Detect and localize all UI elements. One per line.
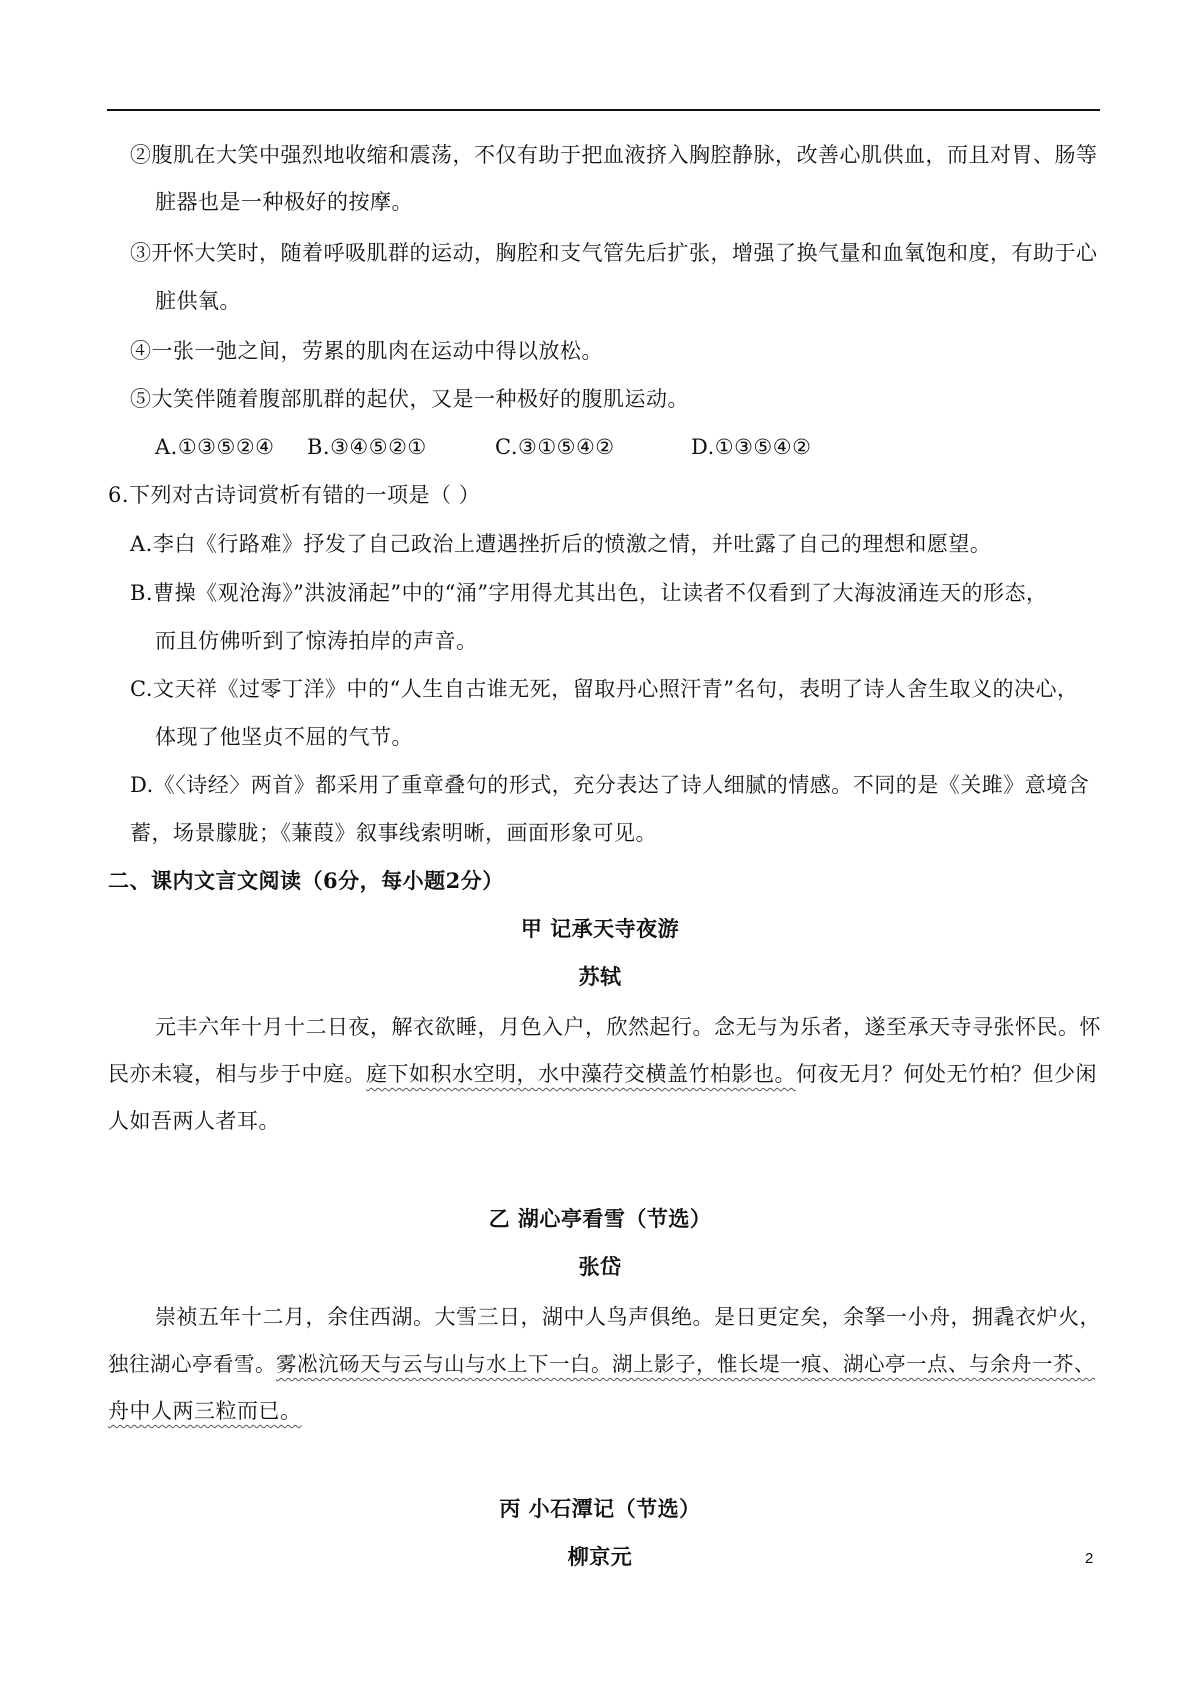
q5-options <box>155 432 811 462</box>
passage-bing-title: 丙 小石潭记（节选） <box>499 1496 701 1521</box>
page-number: 2 <box>1085 1550 1094 1567</box>
q6-option-d-cont: 蓄，场景朦胧；《蒹葭》叙事线索明晰，画面形象可见。 <box>130 821 657 845</box>
q5-item-2-cont: 脏器也是一种极好的按摩。 <box>155 190 413 214</box>
q6-option-b-cont: 而且仿佛听到了惊涛拍岸的声音。 <box>155 629 478 653</box>
q6-option-d: D.《〈诗经〉两首》都采用了重章叠句的形式，充分表达了诗人细腻的情感。不同的是《关雎》意境含 <box>130 773 1090 797</box>
passage-jia-title: 甲 记承天寺夜游 <box>520 916 680 941</box>
q5-item-3: ③开怀大笑时，随着呼吸肌群的运动，胸腔和支气管先后扩张，增强了换气量和血氧饱和度，有助于心 <box>130 241 1098 265</box>
passage-jia-line-1: 元丰六年十月十二日夜，解衣欲睡，月色入户，欣然起行。念无与为乐者，遂至承天寺寻张怀民。怀 <box>155 1015 1101 1039</box>
q5-item-4: ④一张一弛之间，劳累的肌肉在运动中得以放松。 <box>130 339 603 363</box>
q5-option-c: C.③①⑤④② <box>495 435 615 459</box>
passage-bing-author: 柳京元 <box>567 1544 633 1569</box>
q6-stem: 6.下列对古诗词赏析有错的一项是（ ） <box>108 483 481 507</box>
passage-yi-line-2: 独往湖心亭看雪。雾凇沆砀天与云与山与水上下一白。湖上影子，惟长堤一痕、湖心亭一点、与余舟一芥、 <box>108 1352 1095 1376</box>
q5-item-5: ⑤大笑伴随着腹部肌群的起伏，又是一种极好的腹肌运动。 <box>130 387 689 411</box>
header-rule <box>107 109 1100 111</box>
wavy-underlined-sentence: 舟中人两三粒而已。 <box>108 1399 302 1423</box>
q6-option-c-cont: 体现了他坚贞不屈的气节。 <box>155 725 413 749</box>
passage-jia-line-3: 人如吾两人者耳。 <box>108 1109 280 1133</box>
q5-option-d: D.①③⑤④② <box>691 435 812 459</box>
passage-yi-author: 张岱 <box>578 1254 622 1279</box>
q6-option-a: A.李白《行路难》抒发了自己政治上遭遇挫折后的愤激之情，并吐露了自己的理想和愿望。 <box>130 532 992 556</box>
passage-jia-line-2: 民亦未寝，相与步于中庭。庭下如积水空明，水中藻荇交横盖竹柏影也。何夜无月？何处无竹柏？但少闲 <box>108 1062 1097 1086</box>
q5-item-2: ②腹肌在大笑中强烈地收缩和震荡，不仅有助于把血液挤入胸腔静脉，改善心肌供血，而且对胃、肠等 <box>130 143 1098 167</box>
passage-yi-line-3 <box>108 1396 302 1426</box>
passage-yi-line-1: 崇祯五年十二月，余住西湖。大雪三日，湖中人鸟声俱绝。是日更定矣，余拏一小舟，拥毳衣炉火， <box>155 1305 1101 1329</box>
q5-option-a: A.①③⑤②④ <box>155 435 275 459</box>
passage-jia-author: 苏轼 <box>578 964 622 989</box>
q6-option-c: C.文天祥《过零丁洋》中的“人生自古谁无死，留取丹心照汗青”名句，表明了诗人舍生取义的决心， <box>130 677 1079 701</box>
q5-option-b: B.③④⑤②① <box>307 435 427 459</box>
q5-item-3-cont: 脏供氧。 <box>155 289 241 313</box>
wavy-underlined-sentence: 雾凇沆砀天与云与山与水上下一白。湖上影子，惟长堤一痕、湖心亭一点、与余舟一芥、 <box>276 1352 1095 1376</box>
q6-option-b: B.曹操《观沧海》”洪波涌起”中的“涌”字用得尤其出色，让读者不仅看到了大海波涌连天的形态， <box>130 581 1048 605</box>
wavy-underlined-sentence: 庭下如积水空明，水中藻荇交横盖竹柏影也。 <box>366 1062 796 1086</box>
passage-yi-title: 乙 湖心亭看雪（节选） <box>488 1206 712 1231</box>
section-heading: 二、课内文言文阅读（6分，每小题2分） <box>108 868 504 893</box>
